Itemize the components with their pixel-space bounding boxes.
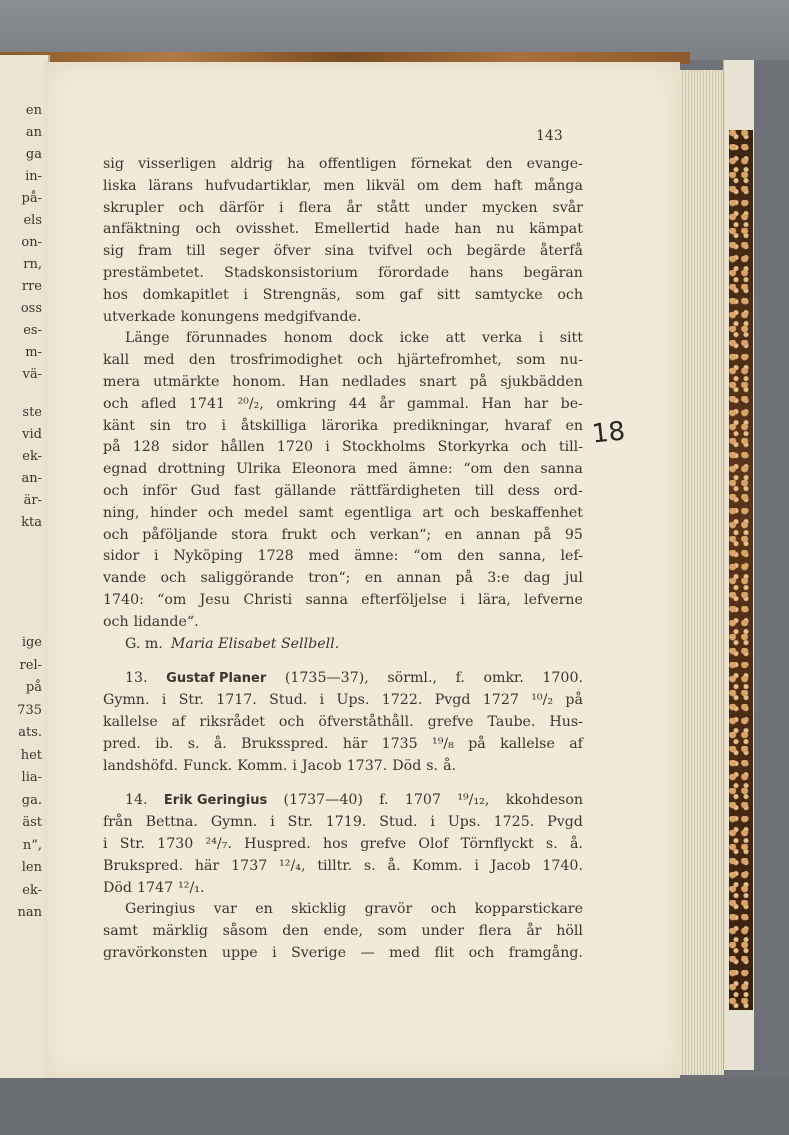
entry-number: 13. — [125, 670, 148, 687]
left-page-fragment: es- — [23, 323, 42, 338]
left-page-fragment: m- — [25, 345, 42, 360]
text-line: gravörkonsten uppe i Sverige — med flit och framgång. — [103, 944, 583, 961]
text-line: egnad drottning Ulrika Eleonora med ämne: “om den sanna — [103, 461, 583, 478]
text-line: på 128 sidor hållen 1720 i Stockholms Storkyrka och till- — [103, 439, 583, 456]
left-page-fragment: rel- — [19, 657, 42, 673]
left-page-fragment: ga — [25, 147, 42, 162]
text-line: hos domkapitlet i Strengnäs, som gaf sitt samtycke och — [103, 286, 583, 303]
text-line: och afled 1741 ²⁰/₂, omkring 44 år gammal. Han har be- — [103, 395, 583, 412]
text-line: sig visserligen aldrig ha offentligen förnekat den evange- — [103, 156, 583, 172]
text-line: sig fram till seger öfver sina tvifvel och begärde återfå — [103, 243, 583, 260]
left-page-fragment: els — [23, 213, 42, 228]
text-line: och inför Gud fast gällande rättfärdigheten till dess ord- — [103, 482, 583, 499]
text-line: kall med den trosfrimodighet och hjärtefromhet, som nu- — [103, 352, 583, 369]
left-page-fragment: är- — [23, 493, 42, 508]
text-line: Länge förunnades honom dock icke att verka i sitt — [125, 330, 583, 347]
left-page-fragment: äst — [22, 815, 42, 830]
text-line: känt sin tro i åtskilliga lärorika predikningar, hvaraf en — [103, 417, 583, 434]
left-page-fragment: vä- — [22, 367, 42, 382]
text-line: och lidande“. — [103, 613, 199, 630]
left-page-fragment: ek- — [22, 882, 42, 898]
signature-name: Maria Elisabet Sellbell. — [170, 635, 340, 652]
text-line: Brukspred. här 1737 ¹²/₄, tilltr. s. å. Komm. i Jacob 1740. — [103, 857, 583, 874]
left-page-fragment: kta — [21, 515, 42, 530]
left-page-fragment: rn, — [23, 257, 42, 272]
text-line: landshöfd. Funck. Komm. i Jacob 1737. Död s. å. — [103, 757, 457, 774]
left-page-fragment: len — [21, 860, 42, 875]
text-line: Geringius var en skicklig gravör och kopparstickare — [125, 901, 583, 918]
entry-number: 14. — [125, 792, 148, 809]
left-page-fragment: oss — [20, 301, 42, 316]
text-line: i Str. 1730 ²⁴/₇. Huspred. hos grefve Olof Törnflyckt s. å. — [103, 835, 583, 852]
entry-heading-line: 14. Erik Geringius (1737—40) f. 1707 ¹⁹/₁₂, kkohdeson — [103, 790, 583, 812]
left-page-fragment: en — [25, 103, 42, 118]
left-page-fragment: ats. — [18, 725, 42, 740]
left-page-fragment: vid — [22, 427, 42, 442]
text-line: pred. ib. s. å. Bruksspred. här 1735 ¹⁹/₈ på kallelse af — [103, 735, 583, 752]
entry-heading-line: 13. Gustaf Planer (1735—37), sörml., f. omkr. 1700. — [103, 668, 583, 690]
handwritten-margin-note: 18 — [590, 416, 627, 450]
text-line: samt märklig såsom den ende, som under flera år höll — [103, 923, 583, 940]
text-line: skrupler och därför i flera år stått under mycken svår — [103, 199, 583, 216]
left-page-fragment: het — [20, 747, 42, 763]
left-page-fragment: nan — [17, 905, 42, 920]
text-line: sidor i Nyköping 1728 med ämne: “om den sanna, lef- — [103, 548, 583, 565]
entry-name: Erik Geringius — [163, 793, 268, 809]
text-line: från Bettna. Gymn. i Str. 1719. Stud. i Ups. 1725. Pvgd — [103, 814, 583, 831]
signature-prefix: G. m. — [125, 635, 163, 652]
left-page-fragment: in- — [25, 169, 42, 184]
left-page-fragment: an- — [21, 471, 42, 486]
text-line: mera utmärkte honom. Han nedlades snart på sjukbädden — [103, 373, 583, 390]
text-line: och påföljande stora frukt och verkan“; en annan på 95 — [103, 526, 583, 543]
text-line: ning, hinder och medel samt egentliga art och beskaffenhet — [103, 504, 583, 521]
left-page-fragment: på- — [21, 191, 42, 206]
text-line: kallelse af riksrådet och öfverståthåll. grefve Taube. Hus- — [103, 713, 583, 730]
text-line: vande och saliggörande tron“; en annan på 3:e dag jul — [103, 570, 583, 587]
text-line: anfäktning och ovisshet. Emellertid hade han nu kämpat — [103, 221, 583, 238]
left-page-fragment: ige — [21, 635, 42, 650]
text-line: Gymn. i Str. 1717. Stud. i Ups. 1722. Pvgd 1727 ¹⁰/₂ på — [103, 692, 583, 709]
left-page-fragment: lia- — [21, 770, 42, 785]
page-number: 143 — [536, 128, 563, 144]
marbled-cover — [729, 130, 753, 1010]
left-page-edge — [0, 55, 50, 1085]
left-page-fragment: ek- — [22, 449, 42, 464]
entry-name: Gustaf Planer — [166, 671, 267, 687]
scan-background-bottom — [0, 1078, 789, 1135]
left-page-fragment: på — [25, 680, 42, 695]
left-page-fragment: on- — [21, 235, 42, 250]
left-page-fragment: an — [25, 125, 42, 140]
text-line: prestämbetet. Stadskonsistorium förordade hans begäran — [103, 264, 583, 281]
page-stack-edge — [680, 70, 724, 1075]
left-page-fragment: rre — [21, 279, 42, 294]
left-page-fragment: n“, — [22, 837, 42, 853]
signature-line — [103, 634, 583, 656]
text-line: liska lärans hufvudartiklar, men likväl om dem haft många — [103, 177, 583, 194]
text-line: 1740: “om Jesu Christi sanna efterföljelse i lära, lefverne — [103, 591, 583, 608]
scan-background — [0, 0, 789, 60]
page-text — [103, 154, 583, 965]
left-page-fragment: ste — [22, 405, 42, 420]
left-page-fragment: 735 — [17, 702, 42, 718]
text-line: utverkade konungens medgifvande. — [103, 308, 362, 325]
left-page-fragment: ga. — [21, 792, 42, 808]
text-line: Död 1747 ¹²/₁. — [103, 879, 205, 896]
